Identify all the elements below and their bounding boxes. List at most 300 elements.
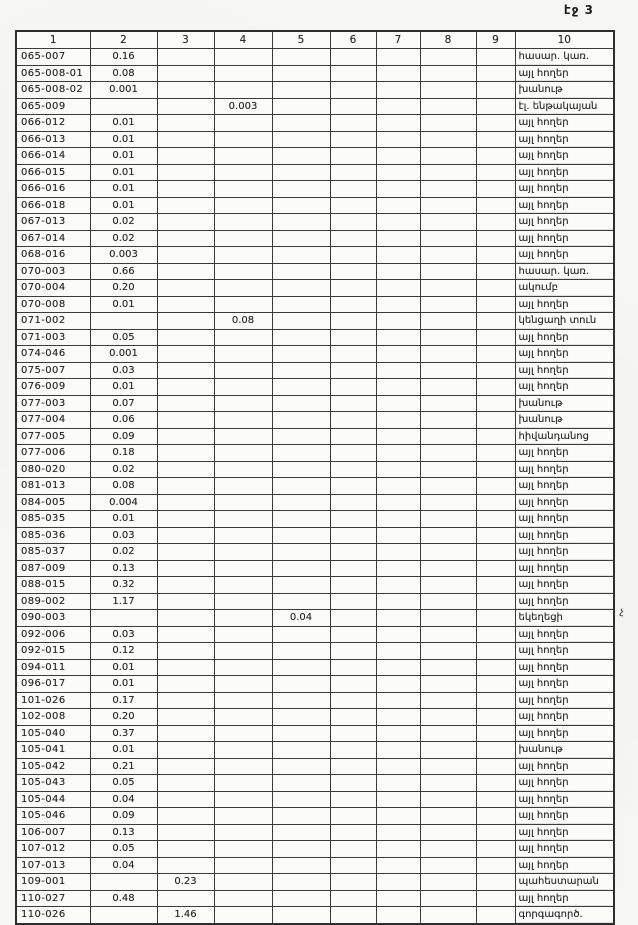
area-value-cell: [376, 329, 420, 346]
column-header: 6: [330, 31, 376, 49]
area-value-cell: [376, 428, 420, 445]
area-value-cell: [272, 511, 330, 528]
area-value-cell: 0.08: [214, 313, 272, 330]
parcel-code-cell: 065-007: [16, 49, 90, 66]
area-value-cell: [376, 610, 420, 627]
parcel-code-cell: 066-013: [16, 131, 90, 148]
area-value-cell: [376, 725, 420, 742]
area-value-cell: [272, 164, 330, 181]
area-value-cell: [272, 82, 330, 99]
area-value-cell: [272, 824, 330, 841]
parcel-code-cell: 085-035: [16, 511, 90, 528]
area-value-cell: [272, 692, 330, 709]
area-value-cell: 0.02: [90, 544, 157, 561]
area-value-cell: [272, 131, 330, 148]
table-row: [16, 544, 614, 561]
area-value-cell: [476, 560, 515, 577]
area-value-cell: [376, 362, 420, 379]
land-use-cell: էլ. ենթակայան: [515, 98, 614, 115]
area-value-cell: [330, 379, 376, 396]
area-value-cell: 0.01: [90, 676, 157, 693]
area-value-cell: [476, 412, 515, 429]
area-value-cell: [157, 758, 214, 775]
land-use-cell: այլ հողեր: [515, 181, 614, 198]
area-value-cell: [214, 692, 272, 709]
area-value-cell: [214, 494, 272, 511]
land-use-cell: այլ հողեր: [515, 857, 614, 874]
area-value-cell: [157, 445, 214, 462]
area-value-cell: [476, 791, 515, 808]
area-value-cell: [376, 263, 420, 280]
parcel-code-cell: 110-027: [16, 890, 90, 907]
land-use-cell: այլ հողեր: [515, 230, 614, 247]
area-value-cell: [476, 890, 515, 907]
area-value-cell: [476, 280, 515, 297]
area-value-cell: [476, 610, 515, 627]
parcel-code-cell: 107-013: [16, 857, 90, 874]
area-value-cell: [272, 445, 330, 462]
land-parcel-table: [15, 30, 615, 925]
area-value-cell: [476, 395, 515, 412]
land-use-cell: գորգագործ.: [515, 907, 614, 924]
area-value-cell: [214, 907, 272, 924]
area-value-cell: [420, 362, 476, 379]
area-value-cell: [476, 808, 515, 825]
parcel-code-cell: 070-004: [16, 280, 90, 297]
land-use-cell: եկեղեցի: [515, 610, 614, 627]
land-use-cell: այլ հողեր: [515, 758, 614, 775]
land-use-cell: խանութ: [515, 742, 614, 759]
area-value-cell: [420, 577, 476, 594]
area-value-cell: [420, 230, 476, 247]
area-value-cell: [330, 329, 376, 346]
land-use-cell: կենցաղի տուն: [515, 313, 614, 330]
area-value-cell: [214, 857, 272, 874]
area-value-cell: [157, 164, 214, 181]
area-value-cell: 0.16: [90, 49, 157, 66]
area-value-cell: [376, 494, 420, 511]
area-value-cell: [376, 280, 420, 297]
area-value-cell: [157, 115, 214, 132]
area-value-cell: [420, 379, 476, 396]
area-value-cell: 0.01: [90, 296, 157, 313]
area-value-cell: [157, 593, 214, 610]
area-value-cell: [330, 65, 376, 82]
area-value-cell: 0.003: [214, 98, 272, 115]
area-value-cell: [214, 445, 272, 462]
area-value-cell: [420, 527, 476, 544]
land-use-cell: այլ հողեր: [515, 379, 614, 396]
area-value-cell: [476, 742, 515, 759]
land-use-cell: խանութ: [515, 395, 614, 412]
area-value-cell: [157, 610, 214, 627]
land-use-cell: հասար. կառ.: [515, 263, 614, 280]
area-value-cell: [272, 527, 330, 544]
parcel-code-cell: 070-003: [16, 263, 90, 280]
area-value-cell: [272, 230, 330, 247]
table-row: [16, 98, 614, 115]
area-value-cell: 0.03: [90, 527, 157, 544]
table-row: [16, 478, 614, 495]
area-value-cell: 0.02: [90, 461, 157, 478]
area-value-cell: [376, 98, 420, 115]
area-value-cell: [420, 82, 476, 99]
area-value-cell: 0.09: [90, 428, 157, 445]
area-value-cell: 0.20: [90, 709, 157, 726]
land-use-cell: այլ հողեր: [515, 560, 614, 577]
column-header: 4: [214, 31, 272, 49]
area-value-cell: [420, 544, 476, 561]
area-value-cell: [214, 709, 272, 726]
area-value-cell: [330, 346, 376, 363]
table-row: [16, 725, 614, 742]
area-value-cell: [157, 395, 214, 412]
area-value-cell: [376, 115, 420, 132]
area-value-cell: [214, 676, 272, 693]
area-value-cell: [214, 247, 272, 264]
area-value-cell: [214, 280, 272, 297]
land-use-cell: պահեստարան: [515, 874, 614, 891]
table-row: [16, 824, 614, 841]
parcel-code-cell: 076-009: [16, 379, 90, 396]
land-use-cell: այլ հողեր: [515, 577, 614, 594]
area-value-cell: [376, 412, 420, 429]
area-value-cell: [420, 874, 476, 891]
area-value-cell: [376, 775, 420, 792]
area-value-cell: [214, 164, 272, 181]
area-value-cell: [376, 164, 420, 181]
area-value-cell: [157, 428, 214, 445]
land-use-cell: այլ հողեր: [515, 461, 614, 478]
area-value-cell: [330, 49, 376, 66]
area-value-cell: [157, 313, 214, 330]
area-value-cell: [476, 82, 515, 99]
land-use-cell: այլ հողեր: [515, 214, 614, 231]
land-use-cell: այլ հողեր: [515, 494, 614, 511]
area-value-cell: [420, 841, 476, 858]
land-use-cell: այլ հողեր: [515, 511, 614, 528]
table-row: [16, 626, 614, 643]
area-value-cell: [420, 808, 476, 825]
area-value-cell: [330, 791, 376, 808]
table-row: [16, 593, 614, 610]
area-value-cell: [420, 445, 476, 462]
land-use-cell: այլ հողեր: [515, 824, 614, 841]
table-row: [16, 461, 614, 478]
area-value-cell: [157, 824, 214, 841]
parcel-code-cell: 065-009: [16, 98, 90, 115]
area-value-cell: 0.37: [90, 725, 157, 742]
parcel-code-cell: 085-037: [16, 544, 90, 561]
table-row: [16, 313, 614, 330]
area-value-cell: [420, 824, 476, 841]
area-value-cell: [376, 890, 420, 907]
area-value-cell: 0.01: [90, 742, 157, 759]
land-use-cell: հիվանդանոց: [515, 428, 614, 445]
area-value-cell: [272, 296, 330, 313]
table-row: [16, 247, 614, 264]
area-value-cell: [214, 296, 272, 313]
area-value-cell: [157, 362, 214, 379]
area-value-cell: [214, 461, 272, 478]
area-value-cell: 1.17: [90, 593, 157, 610]
area-value-cell: [420, 428, 476, 445]
area-value-cell: [214, 742, 272, 759]
area-value-cell: [376, 758, 420, 775]
area-value-cell: [214, 346, 272, 363]
land-use-cell: այլ հողեր: [515, 791, 614, 808]
table-row: [16, 907, 614, 924]
area-value-cell: [420, 907, 476, 924]
table-row: [16, 560, 614, 577]
area-value-cell: 0.48: [90, 890, 157, 907]
land-use-cell: այլ հողեր: [515, 676, 614, 693]
area-value-cell: [157, 131, 214, 148]
area-value-cell: [214, 527, 272, 544]
parcel-code-cell: 065-008-01: [16, 65, 90, 82]
parcel-code-cell: 070-008: [16, 296, 90, 313]
land-use-cell: այլ հողեր: [515, 148, 614, 165]
area-value-cell: [272, 890, 330, 907]
area-value-cell: [330, 676, 376, 693]
area-value-cell: [157, 808, 214, 825]
area-value-cell: [330, 181, 376, 198]
area-value-cell: [272, 214, 330, 231]
area-value-cell: [330, 725, 376, 742]
area-value-cell: [272, 742, 330, 759]
area-value-cell: [420, 65, 476, 82]
parcel-code-cell: 066-018: [16, 197, 90, 214]
area-value-cell: [330, 230, 376, 247]
area-value-cell: [272, 907, 330, 924]
table-row: [16, 527, 614, 544]
area-value-cell: 1.46: [157, 907, 214, 924]
area-value-cell: [476, 329, 515, 346]
land-use-cell: այլ հողեր: [515, 692, 614, 709]
area-value-cell: [157, 49, 214, 66]
area-value-cell: 0.01: [90, 181, 157, 198]
area-value-cell: 0.01: [90, 148, 157, 165]
area-value-cell: [376, 148, 420, 165]
area-value-cell: [476, 511, 515, 528]
parcel-code-cell: 066-014: [16, 148, 90, 165]
area-value-cell: [330, 841, 376, 858]
area-value-cell: [420, 412, 476, 429]
area-value-cell: [157, 890, 214, 907]
area-value-cell: 0.05: [90, 775, 157, 792]
area-value-cell: [376, 857, 420, 874]
area-value-cell: [376, 346, 420, 363]
area-value-cell: [157, 676, 214, 693]
area-value-cell: [476, 841, 515, 858]
area-value-cell: 0.12: [90, 643, 157, 660]
area-value-cell: [214, 874, 272, 891]
area-value-cell: [272, 643, 330, 660]
area-value-cell: [157, 214, 214, 231]
area-value-cell: [330, 808, 376, 825]
table-row: [16, 857, 614, 874]
area-value-cell: [420, 395, 476, 412]
area-value-cell: [157, 725, 214, 742]
area-value-cell: [420, 626, 476, 643]
area-value-cell: [214, 824, 272, 841]
area-value-cell: [214, 511, 272, 528]
area-value-cell: [330, 560, 376, 577]
land-use-cell: այլ հողեր: [515, 659, 614, 676]
area-value-cell: [330, 313, 376, 330]
area-value-cell: [476, 643, 515, 660]
area-value-cell: [272, 65, 330, 82]
parcel-code-cell: 107-012: [16, 841, 90, 858]
area-value-cell: [330, 890, 376, 907]
area-value-cell: [476, 857, 515, 874]
area-value-cell: [214, 49, 272, 66]
area-value-cell: [420, 758, 476, 775]
parcel-code-cell: 081-013: [16, 478, 90, 495]
area-value-cell: [330, 164, 376, 181]
area-value-cell: [272, 115, 330, 132]
parcel-code-cell: 066-015: [16, 164, 90, 181]
area-value-cell: [272, 428, 330, 445]
area-value-cell: [330, 197, 376, 214]
area-value-cell: [272, 379, 330, 396]
area-value-cell: [420, 214, 476, 231]
area-value-cell: [157, 197, 214, 214]
area-value-cell: [157, 626, 214, 643]
land-use-cell: խանութ: [515, 82, 614, 99]
area-value-cell: [330, 362, 376, 379]
area-value-cell: [420, 659, 476, 676]
area-value-cell: [330, 82, 376, 99]
parcel-code-cell: 109-001: [16, 874, 90, 891]
area-value-cell: [214, 841, 272, 858]
area-value-cell: [420, 643, 476, 660]
area-value-cell: [272, 263, 330, 280]
area-value-cell: [157, 280, 214, 297]
area-value-cell: [214, 593, 272, 610]
area-value-cell: [272, 758, 330, 775]
area-value-cell: [376, 593, 420, 610]
area-value-cell: [376, 65, 420, 82]
land-use-cell: այլ հողեր: [515, 131, 614, 148]
table-row: [16, 346, 614, 363]
area-value-cell: [476, 874, 515, 891]
area-value-cell: 0.01: [90, 511, 157, 528]
area-value-cell: 0.01: [90, 131, 157, 148]
area-value-cell: [272, 461, 330, 478]
land-use-cell: այլ հողեր: [515, 362, 614, 379]
area-value-cell: [330, 247, 376, 264]
area-value-cell: [214, 643, 272, 660]
area-value-cell: [272, 874, 330, 891]
parcel-code-cell: 077-004: [16, 412, 90, 429]
area-value-cell: [330, 643, 376, 660]
area-value-cell: 0.004: [90, 494, 157, 511]
area-value-cell: [157, 560, 214, 577]
area-value-cell: [420, 742, 476, 759]
area-value-cell: 0.13: [90, 560, 157, 577]
area-value-cell: [376, 49, 420, 66]
area-value-cell: [157, 494, 214, 511]
area-value-cell: [476, 758, 515, 775]
table-row: [16, 181, 614, 198]
area-value-cell: [272, 775, 330, 792]
parcel-code-cell: 075-007: [16, 362, 90, 379]
table-row: [16, 494, 614, 511]
parcel-code-cell: 106-007: [16, 824, 90, 841]
area-value-cell: [330, 296, 376, 313]
area-value-cell: [214, 412, 272, 429]
area-value-cell: 0.66: [90, 263, 157, 280]
area-value-cell: [214, 379, 272, 396]
table-row: [16, 428, 614, 445]
area-value-cell: [157, 841, 214, 858]
area-value-cell: [330, 445, 376, 462]
area-value-cell: [376, 395, 420, 412]
parcel-code-cell: 089-002: [16, 593, 90, 610]
area-value-cell: [330, 428, 376, 445]
area-value-cell: [330, 511, 376, 528]
area-value-cell: 0.13: [90, 824, 157, 841]
area-value-cell: [214, 758, 272, 775]
area-value-cell: [420, 725, 476, 742]
area-value-cell: [214, 428, 272, 445]
area-value-cell: [376, 197, 420, 214]
area-value-cell: [376, 692, 420, 709]
area-value-cell: [330, 527, 376, 544]
area-value-cell: [476, 181, 515, 198]
parcel-code-cell: 067-014: [16, 230, 90, 247]
area-value-cell: [376, 874, 420, 891]
area-value-cell: 0.05: [90, 841, 157, 858]
area-value-cell: 0.21: [90, 758, 157, 775]
area-value-cell: [420, 296, 476, 313]
area-value-cell: 0.06: [90, 412, 157, 429]
area-value-cell: [90, 907, 157, 924]
area-value-cell: [476, 577, 515, 594]
area-value-cell: [476, 49, 515, 66]
table-row: [16, 148, 614, 165]
land-use-cell: այլ հողեր: [515, 544, 614, 561]
area-value-cell: [476, 296, 515, 313]
area-value-cell: [272, 725, 330, 742]
area-value-cell: 0.04: [272, 610, 330, 627]
area-value-cell: [476, 230, 515, 247]
area-value-cell: [157, 775, 214, 792]
area-value-cell: [214, 131, 272, 148]
area-value-cell: [376, 544, 420, 561]
area-value-cell: [330, 857, 376, 874]
column-header: 9: [476, 31, 515, 49]
parcel-code-cell: 088-015: [16, 577, 90, 594]
area-value-cell: [376, 742, 420, 759]
parcel-code-cell: 077-005: [16, 428, 90, 445]
area-value-cell: [420, 478, 476, 495]
land-use-cell: այլ հողեր: [515, 115, 614, 132]
area-value-cell: [157, 148, 214, 165]
area-value-cell: [330, 494, 376, 511]
area-value-cell: [420, 676, 476, 693]
area-value-cell: 0.01: [90, 197, 157, 214]
area-value-cell: [272, 49, 330, 66]
area-value-cell: [476, 775, 515, 792]
area-value-cell: [330, 775, 376, 792]
area-value-cell: [376, 445, 420, 462]
area-value-cell: [376, 577, 420, 594]
table-row: [16, 758, 614, 775]
area-value-cell: [376, 560, 420, 577]
area-value-cell: [330, 131, 376, 148]
